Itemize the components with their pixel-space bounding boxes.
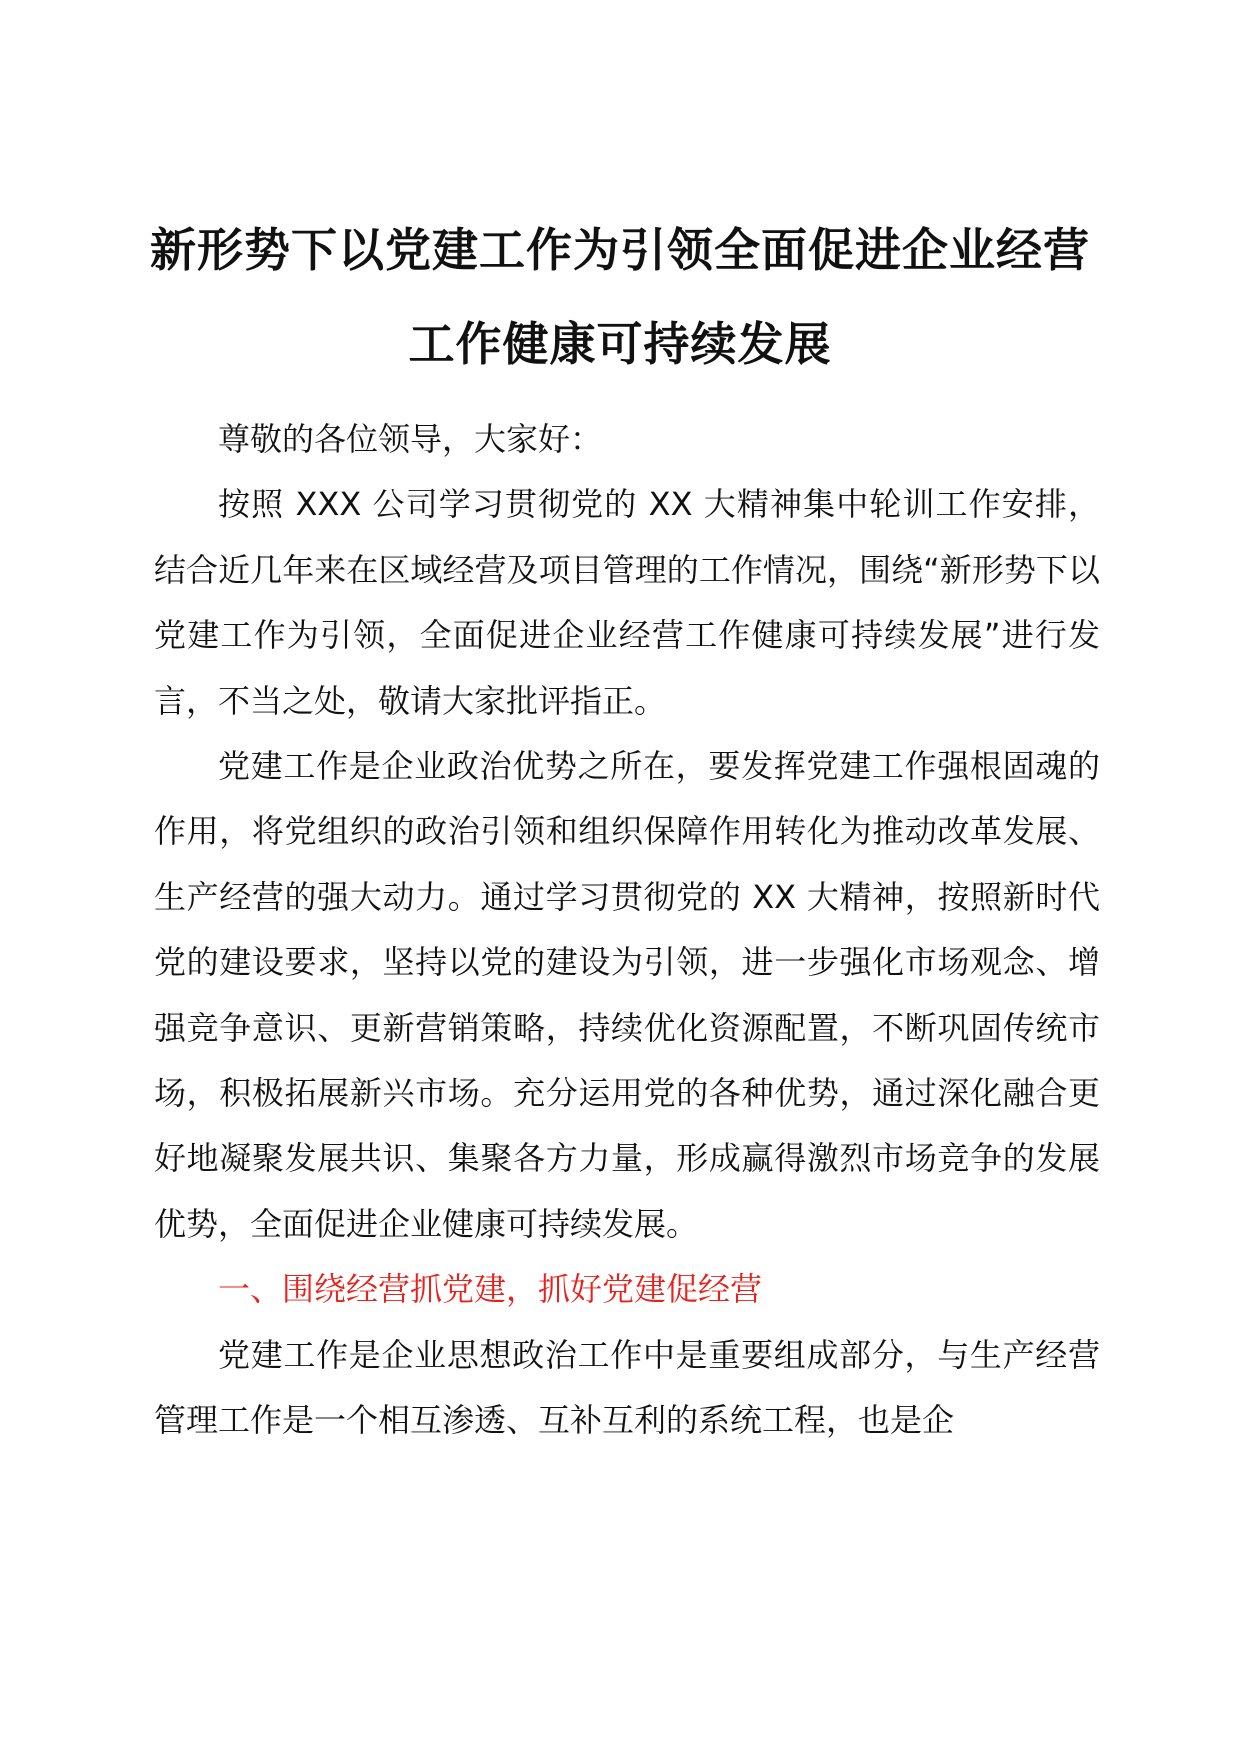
section-heading: 一、围绕经营抓党建，抓好党建促经营 — [218, 1270, 763, 1309]
intro-paragraph: 按照 XXX 公司学习贯彻党的 XX 大精神集中轮训工作安排，结合近几年来在区域经营及项目管理的工作情况，围绕“新形势下以党建工作为引领，全面促进企业经营工作健康可持续发展”进行发言，不当之处，敬请大家批评指正。 — [154, 485, 1100, 720]
overview-paragraph: 党建工作是企业政治优势之所在，要发挥党建工作强根固魂的作用，将党组织的政治引领和组织保障作用转化为推动改革发展、生产经营的强大动力。通过学习贯彻党的 XX 大精神，按照新时代党的建设要求，坚持以党的建设为引领，进一步强化市场观念、增强竞争意识、更新营销策略，持续优化资源配置，不断巩固传统市场，积极拓展新兴市场。充分运用党的各种优势，通过深化融合更好地凝聚发展共识、集聚各方力量，形成赢得激烈市场竞争的发展优势，全面促进企业健康可持续发展。 — [154, 747, 1100, 1243]
document-title-line-2: 工作健康可持续发展 — [408, 317, 832, 371]
greeting-paragraph: 尊敬的各位领导，大家好： — [218, 420, 603, 458]
section-paragraph: 党建工作是企业思想政治工作中是重要组成部分，与生产经营管理工作是一个相互渗透、互补互利的系统工程，也是企 — [154, 1335, 1100, 1440]
document-title-line-1: 新形势下以党建工作为引领全面促进企业经营 — [150, 223, 1090, 277]
document-body — [154, 407, 1100, 1454]
